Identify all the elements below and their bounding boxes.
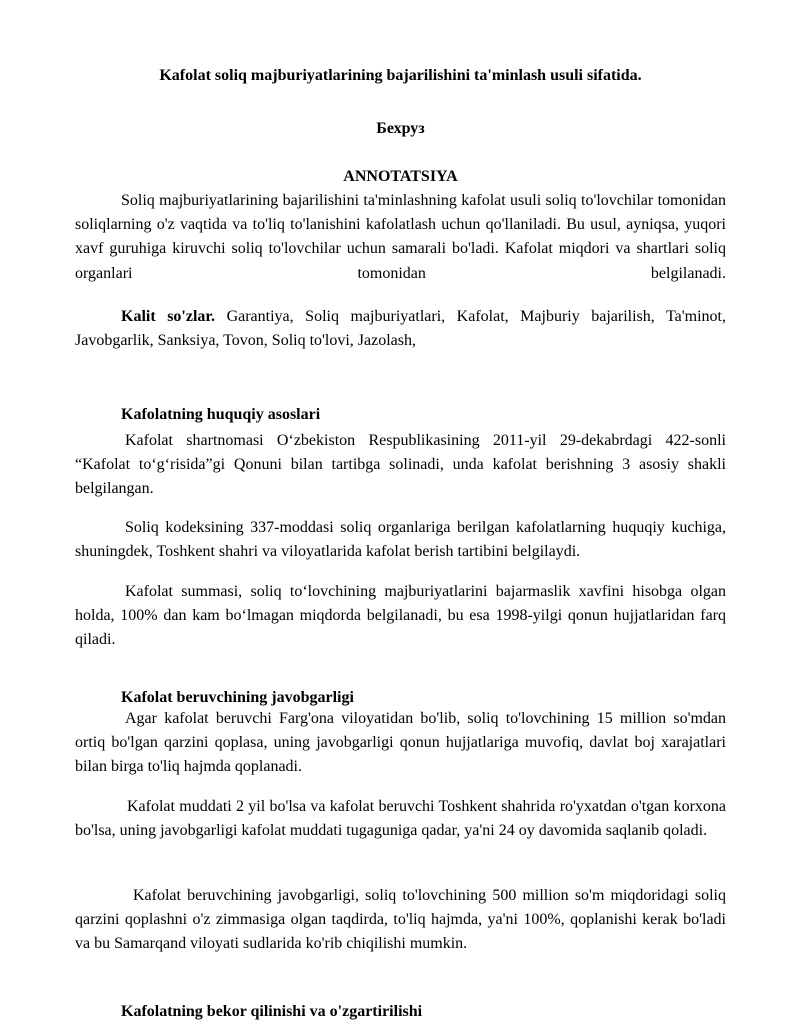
document-title: Kafolat soliq majburiyatlarining bajarilishini ta'minlash usuli sifatida. bbox=[159, 67, 642, 84]
section-paragraph: Soliq kodeksining 337-moddasi soliq organlariga berilgan kafolatlarning huquqiy kuchiga, shuningdek, Toshkent shahri va viloyatlarida kafolat berish tartibini belgilaydi. bbox=[75, 519, 726, 561]
section-heading: Kafolatning huquqiy asoslari bbox=[121, 406, 321, 423]
keywords-paragraph bbox=[75, 305, 726, 353]
section-paragraph: Kafolat shartnomasi O‘zbekiston Respublikasining 2011-yil 29-dekabrdagi 422-sonli “Kafolat to‘g‘risida”gi Qonuni bilan tartibga solinadi, unda kafolat berishning 3 asosiy shakli belgilangan. bbox=[75, 432, 726, 498]
section-paragraph: Kafolat beruvchining javobgarligi, soliq to'lovchining 500 million so'm miqdoridagi soliq qarzini qoplashni o'z zimmasiga olgan taqdirda, to'liq hajmda, ya'ni 100%, qoplanishi kerak bo'ladi va bu Samarqand viloyati sudlarida ko'rib chiqilishi mumkin. bbox=[75, 887, 726, 953]
author-name: Бехруз bbox=[376, 120, 425, 137]
annotation-paragraph: Soliq majburiyatlarining bajarilishini ta'minlashning kafolat usuli soliq to'lovchilar tomonidan soliqlarning o'z vaqtida va to'liq to'lanishini kafolatlash uchun qo'llaniladi. Bu usul, ayniqsa, yuqori xavf guruhiga kiruvchi soliq to'lovchilar uchun samarali bo'ladi. Kafolat miqdori va shartlari soliq organlari tomonidan belgilanadi. bbox=[75, 192, 726, 282]
section-heading: Kafolatning bekor qilinishi va o'zgartirilishi bbox=[121, 1003, 423, 1020]
keywords-label: Kalit so'zlar. bbox=[121, 308, 216, 325]
section-paragraph: Kafolat summasi, soliq to‘lovchining majburiyatlarini bajarmaslik xavfini hisobga olgan holda, 100% dan kam bo‘lmagan miqdorda belgilanadi, bu esa 1998-yilgi qonun hujjatlaridan farq qiladi. bbox=[75, 583, 726, 649]
section-paragraph: Agar kafolat beruvchi Farg'ona viloyatidan bo'lib, soliq to'lovchining 15 million so'mdan ortiq bo'lgan qarzini qoplasa, uning javobgarligi qonun hujjatlariga muvofiq, davlat boj xarajatlari bilan birga to'liq hajmda qoplanadi. bbox=[75, 710, 726, 776]
annotation-heading: ANNOTATSIYA bbox=[343, 168, 458, 185]
keywords-text: Garantiya, Soliq majburiyatlari, Kafolat, Majburiy bajarilish, Ta'minot, Javobgarlik, Sanksiya, Tovon, Soliq to'lovi, Jazolash, bbox=[75, 308, 727, 350]
section-heading: Kafolat beruvchining javobgarligi bbox=[121, 689, 354, 706]
section-paragraph: Kafolat muddati 2 yil bo'lsa va kafolat beruvchi Toshkent shahrida ro'yxatdan o'tgan korxona bo'lsa, uning javobgarligi kafolat muddati tugaguniga qadar, ya'ni 24 oy davomida saqlanib qoladi. bbox=[75, 798, 726, 840]
